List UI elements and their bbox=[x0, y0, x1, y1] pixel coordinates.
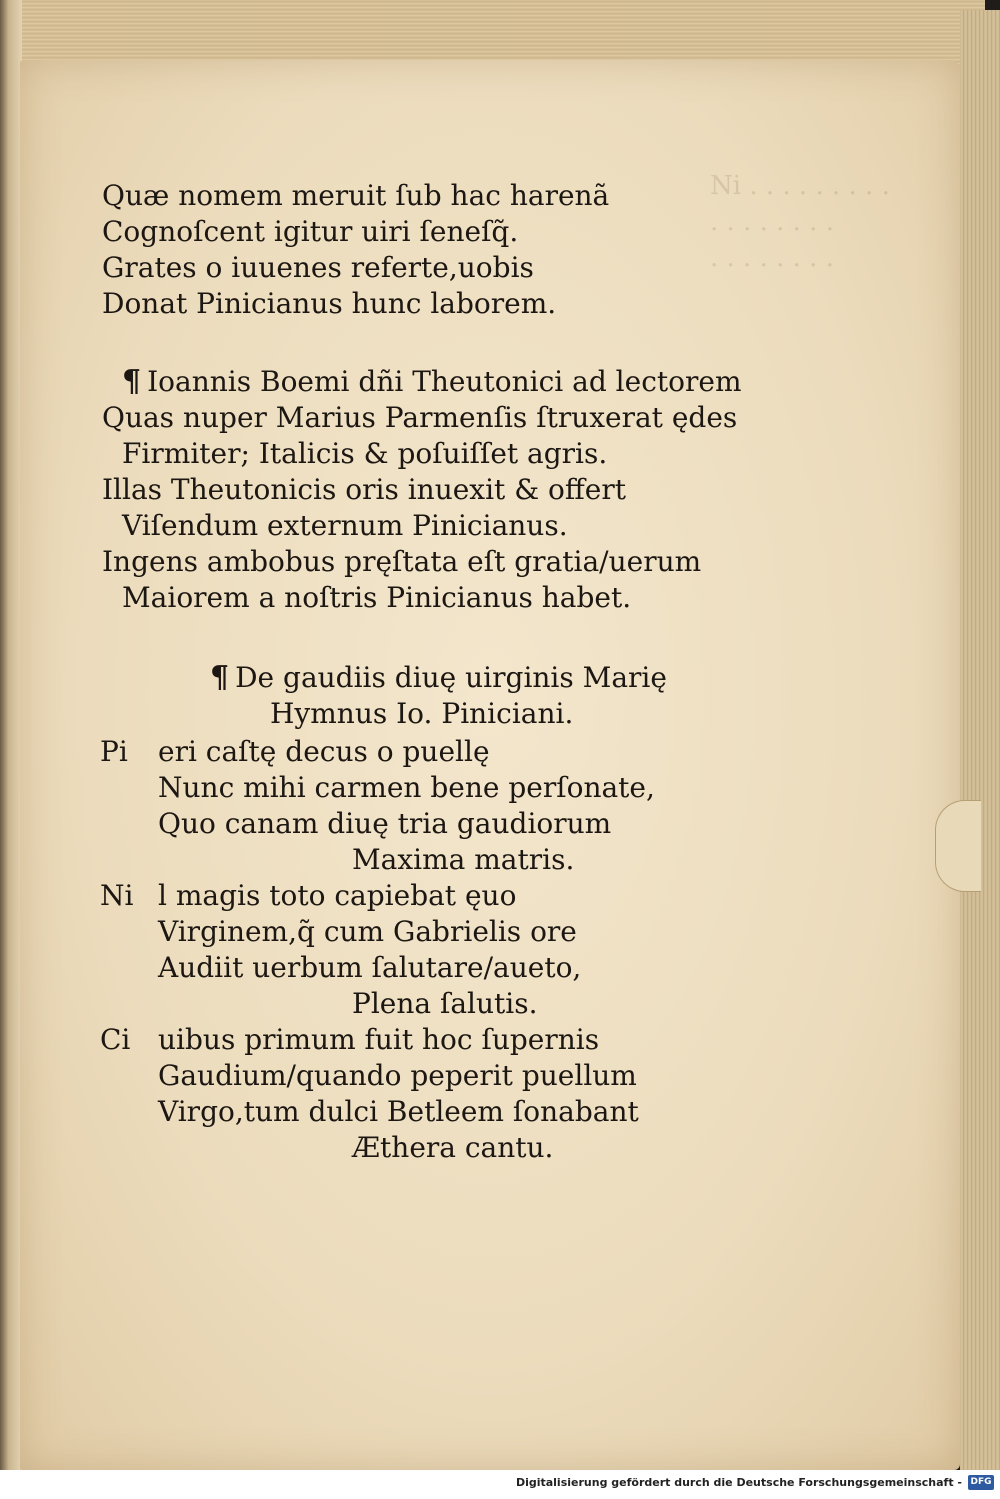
verse-line: Donat Pinicianus hunc laborem. bbox=[102, 287, 557, 320]
verse-text: l magis toto capiebat ęuo bbox=[158, 879, 517, 912]
right-page-edges bbox=[960, 10, 1000, 1470]
stanza-line bbox=[100, 1022, 655, 1058]
hymn-heading-2: Hymnus Io. Piniciani. bbox=[270, 697, 574, 730]
verse-line: Virginem,q̃ cum Gabrielis ore bbox=[158, 915, 577, 948]
boemus-heading bbox=[102, 364, 742, 400]
hymn-stanzas bbox=[100, 734, 655, 1166]
stanza-initial: Ci bbox=[100, 1023, 131, 1056]
verse-line: Grates o iuuenes referte,uobis bbox=[102, 251, 534, 284]
gutter-strip bbox=[0, 0, 22, 1470]
verse-text: eri caſtę decus o puellę bbox=[158, 735, 490, 768]
verse-line: Audiit uerbum ſalutare/aueto, bbox=[158, 951, 582, 984]
heading-text: De gaudiis diuę uirginis Marię bbox=[235, 661, 667, 694]
verse-line: Quas nuper Marius Parmenſis ſtruxerat ędes bbox=[102, 401, 738, 434]
stanza-initial: Pi bbox=[100, 735, 128, 768]
pilcrow-icon: ¶ bbox=[122, 364, 142, 399]
verse-line: Nunc mihi carmen bene perſonate, bbox=[158, 771, 655, 804]
page-tab bbox=[935, 800, 981, 892]
stanza-line bbox=[100, 734, 655, 770]
footer-credit: Digitalisierung gefördert durch die Deutsche Forschungsgemeinschaft - bbox=[515, 1476, 962, 1489]
verse-line: Illas Theutonicis oris inuexit & offert bbox=[102, 473, 626, 506]
adonic-line: Plena ſalutis. bbox=[352, 987, 538, 1020]
stanza-initial: Ni bbox=[100, 879, 134, 912]
epigram-block bbox=[102, 178, 609, 322]
adonic-line: Æthera cantu. bbox=[352, 1131, 554, 1164]
verse-line: Quo canam diuę tria gaudiorum bbox=[158, 807, 612, 840]
verse-line: Viſendum externum Pinicianus. bbox=[122, 509, 568, 542]
stanza-line bbox=[100, 878, 655, 914]
verse-line: Maiorem a noſtris Pinicianus habet. bbox=[122, 581, 632, 614]
hymn-heading bbox=[210, 660, 667, 732]
pilcrow-icon: ¶ bbox=[210, 660, 230, 695]
dfg-logo-icon: DFG bbox=[968, 1475, 994, 1490]
verse-line: Quæ nomem meruit ſub hac harenã bbox=[102, 179, 610, 212]
boemus-block bbox=[102, 364, 742, 616]
verse-line: Firmiter; Italicis & poſuiſſet agris. bbox=[122, 437, 608, 470]
verse-line: Cognoſcent igitur uiri ſeneſq̃. bbox=[102, 215, 519, 248]
verse-line: Virgo,tum dulci Betleem ſonabant bbox=[158, 1095, 639, 1128]
verse-line: Ingens ambobus pręſtata eſt gratia/uerum bbox=[102, 545, 702, 578]
verse-line: Gaudium/quando peperit puellum bbox=[158, 1059, 637, 1092]
verse-text: uibus primum fuit hoc ſupernis bbox=[158, 1023, 600, 1056]
hymn-heading-1 bbox=[210, 660, 667, 696]
adonic-line: Maxima matris. bbox=[352, 843, 575, 876]
show-through: Ni . . . . . . . . . . . . . . . . . . . . . . . . . bbox=[710, 171, 890, 273]
heading-text: Ioannis Boemi dñi Theutonici ad lectorem bbox=[147, 365, 742, 398]
